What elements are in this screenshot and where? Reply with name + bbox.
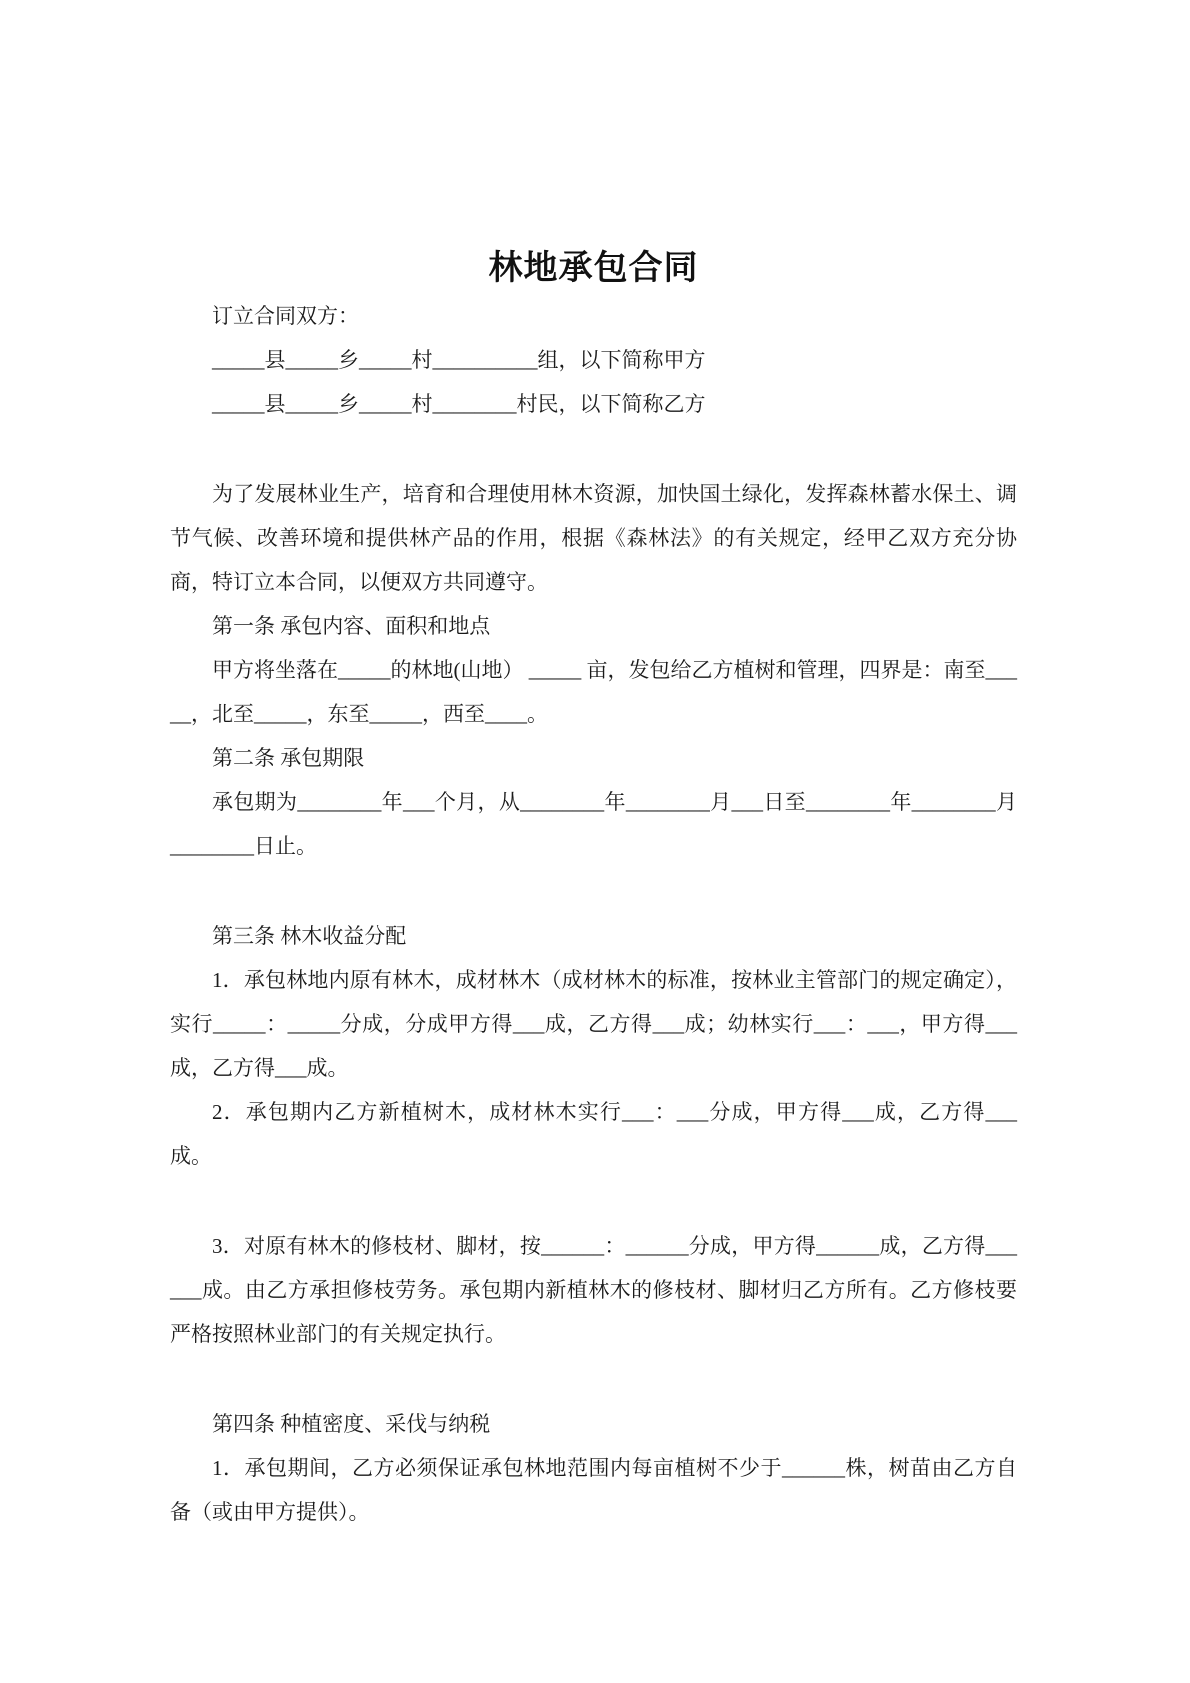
article-4-heading: 第四条 种植密度、采伐与纳税 — [212, 1412, 491, 1436]
article-3-item-3: 3．对原有林木的修枝材、脚材，按______：______分成，甲方得______成，乙方得______成。由乙方承担修枝劳务。承包期内新植林木的修枝材、脚材归乙方所有。乙方修枝要严格按照林业部门的有关规定执行。 — [170, 1234, 1017, 1346]
party-a-line: _____县_____乡_____村__________组，以下简称甲方 — [212, 348, 706, 372]
article-2-heading: 第二条 承包期限 — [212, 746, 365, 770]
preamble-paragraph: 为了发展林业生产，培育和合理使用林木资源，加快国土绿化，发挥森林蓄水保土、调节气候、改善环境和提供林产品的作用，根据《森林法》的有关规定，经甲乙双方充分协商，特订立本合同，以便双方共同遵守。 — [170, 482, 1017, 594]
article-2-content: 承包期为________年___个月，从________年________月___日至________年________月________日止。 — [170, 790, 1017, 858]
article-1-heading: 第一条 承包内容、面积和地点 — [212, 614, 491, 638]
article-3-item-2: 2．承包期内乙方新植树木，成材林木实行___：___分成，甲方得___成，乙方得___成。 — [170, 1100, 1017, 1168]
article-4-item-1: 1．承包期间，乙方必须保证承包林地范围内每亩植树不少于______株，树苗由乙方自备（或由甲方提供）。 — [170, 1456, 1017, 1524]
article-1-content: 甲方将坐落在_____的林地(山地） _____ 亩，发包给乙方植树和管理，四界是：南至_____，北至_____，东至_____，西至____。 — [170, 658, 1017, 726]
parties-intro-line: 订立合同双方： — [212, 304, 359, 328]
contract-title: 林地承包合同 — [488, 250, 699, 287]
party-b-line: _____县_____乡_____村________村民，以下简称乙方 — [212, 392, 706, 416]
article-3-heading: 第三条 林木收益分配 — [212, 924, 407, 948]
article-3-item-1: 1．承包林地内原有林木，成材林木（成材林木的标准，按林业主管部门的规定确定），实行_____：_____分成，分成甲方得___成，乙方得___成；幼林实行___：___，甲方得___成，乙方得___成。 — [170, 968, 1017, 1080]
